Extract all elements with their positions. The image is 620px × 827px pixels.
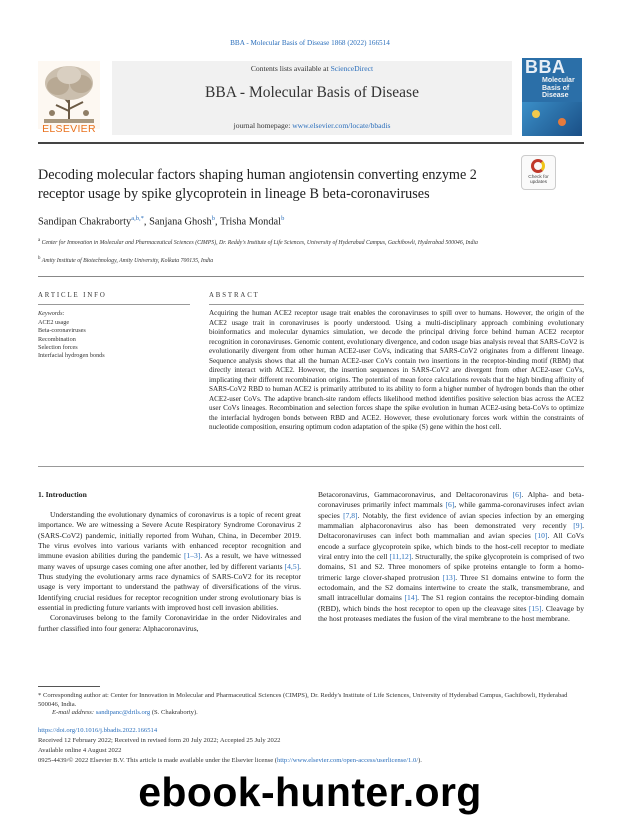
keyword: Interfacial hydrogen bonds xyxy=(38,352,105,360)
check-updates-label: Check for updates xyxy=(528,175,549,186)
citation-link[interactable]: [11,12] xyxy=(389,552,412,562)
body-text: . The S1 region contains the receptor-binding domain (RBD), which binds the host receptor to open up the cleavage sites xyxy=(318,593,584,613)
author-affiliation-mark[interactable]: a,b,* xyxy=(131,215,144,222)
masthead-rule xyxy=(38,142,584,144)
body-column-left xyxy=(38,510,301,634)
abstract-heading: ABSTRACT xyxy=(209,292,260,299)
author-affiliation-mark[interactable]: b xyxy=(281,215,285,222)
body-paragraph xyxy=(38,510,301,613)
body-column-right xyxy=(318,490,584,624)
keywords-list xyxy=(38,319,190,360)
check-updates-icon xyxy=(531,159,545,173)
doi-link[interactable]: https://doi.org/10.1016/j.bbadis.2022.166514 xyxy=(38,727,158,734)
abstract-body: Acquiring the human ACE2 receptor usage trait enables the coronaviruses to spill over to humans. However, the origin of the ACE2 usage trait in coronaviruses is poorly understood. Using a multi-disciplinary approach combining evolutionary bioinformatics and molecular dynamics simulation, we decode the principal driving force behind human ACE2 receptor recognition in coronaviruses. Genomic content, evolutionary divergence, and codon usage bias analysis reveal that SARS-CoV2 is evolutionarily divergent from other human ACE2-user CoVs, indicating that SARS-CoV2 originates from a different lineage. Sequence analysis shows that all the human ACE2-user CoVs contain two insertions in the receptor-binding motif (RBM) that directly interact with ACE2. However, the insertion sequences in SARS-CoV2 are divergent from other ACE2-user CoVs, implicating their different recombination origins. The potential of mean force calculations reveals that the high binding affinity of SARS-CoV2 RBD to human ACE2 is primarily attributed to its ability to form a higher number of hydrogen bonds than the other ACE2-user CoVs. The adaptive branch-site random effects likelihood method identifies positive selection bias across the ACE2 user CoVs lineages. Recombination and selection forces shape the spike evolution in human ACE2-using beta-CoVs to optimize the interfacial hydrogen bonds between RBD and ACE2. However, these evolutionary forces work within the constraints of nucleotide composition, ensuring optimum codon adaptation of the spike (S) gene within the host cell. xyxy=(209,309,584,432)
author-list xyxy=(38,215,584,227)
keyword: Recombination xyxy=(38,335,76,343)
affiliation-text: Center for Innovation in Molecular and Pharmaceutical Sciences (CIMPS), Dr. Reddy's Institute of Life Sciences, University of Hyderabad Campus, Gachibowli, Hyderabad 500046, India xyxy=(41,239,478,246)
author-affiliation-mark[interactable]: b xyxy=(211,215,215,222)
email-link[interactable]: sandipanc@drils.org xyxy=(95,709,151,716)
author-separator: , xyxy=(143,216,150,228)
received-dates: Received 12 February 2022; Received in revised form 20 July 2022; Accepted 25 July 2022 xyxy=(38,737,281,744)
affiliation-b xyxy=(38,255,584,265)
homepage-line xyxy=(112,121,512,130)
body-text: . Three S1 domains entwine to form the ectodomain, and the S2 domains intertwine to create the stalk, transmembrane, and small intracellular domains xyxy=(318,572,584,603)
body-text: . Notably, the first evidence of avian species infection by an emerging mammalian alphacoronavirus also has been demonstrated very recently xyxy=(318,510,584,531)
body-paragraph xyxy=(38,613,301,634)
affiliation-text: Amity Institute of Biotechnology, Amity University, Kolkata 700135, India xyxy=(41,257,214,264)
body-text: Understanding the evolutionary dynamics of coronavirus is a topic of recent great importance. We are witnessing a Severe Acute Respiratory Syndrome Coronavirus 2 (SARS-CoV2) pandemic, initially reported from Wuhan, China, in December 2019. The virus evolves into various variants with enhanced receptor recognition and immune evasion abilities during the pandemic xyxy=(38,510,301,561)
cover-artwork-dot xyxy=(558,118,566,126)
author-name: Trisha Mondal xyxy=(219,216,282,228)
affiliation-mark: a xyxy=(38,238,41,243)
affiliation-rule xyxy=(38,276,584,277)
publisher-wordmark: ELSEVIER xyxy=(42,123,96,135)
author-name: Sandipan Chakraborty xyxy=(38,216,132,228)
sciencedirect-link[interactable]: ScienceDirect xyxy=(330,64,374,73)
body-text: , while gamma-coronaviruses infect avian species xyxy=(318,500,584,520)
running-head[interactable]: BBA - Molecular Basis of Disease 1868 (2022) 166514 xyxy=(230,39,390,47)
abstract-bottom-rule xyxy=(38,466,584,467)
body-text: . Structurally, the spike glycoprotein is comprised of two domains, S1 and S2. Three monomers of spike proteins entangle to form a homo-trimeric large clover-shaped protrusion xyxy=(318,552,584,582)
citation-link[interactable]: [10] xyxy=(534,531,548,541)
license-prefix: 0925-4439/© 2022 Elsevier B.V. This article is made available under the Elsevier license ( xyxy=(38,757,277,764)
journal-cover-thumbnail[interactable] xyxy=(522,58,582,136)
author-name: Sanjana Ghosh xyxy=(149,216,212,228)
homepage-prefix: journal homepage: xyxy=(233,121,293,130)
check-for-updates-badge[interactable] xyxy=(521,155,556,190)
citation-link[interactable]: [4,5] xyxy=(284,561,300,571)
author-separator: , xyxy=(214,216,220,228)
body-text: . All CoVs encode a surface glycoprotein spike, which binds to the host-cell receptor to mediate viral entry into the cell xyxy=(318,531,584,562)
cover-subtitle: Molecular Basis of Disease xyxy=(542,77,575,99)
citation-link[interactable]: [14] xyxy=(404,593,418,603)
body-text: . Deltacoronaviruses can infect both mammalian and avian species xyxy=(318,521,584,541)
article-info-heading: ARTICLE INFO xyxy=(38,292,107,299)
journal-title: BBA - Molecular Basis of Disease xyxy=(205,84,419,101)
license-link[interactable]: http://www.elsevier.com/open-access/userlicense/1.0/ xyxy=(276,757,419,764)
section-heading-introduction: 1. Introduction xyxy=(38,490,87,499)
keyword: Selection forces xyxy=(38,343,78,351)
citation-link[interactable]: [9] xyxy=(573,521,583,531)
email-note xyxy=(52,709,198,716)
citation-link[interactable]: [13] xyxy=(442,572,456,582)
affiliation-mark: b xyxy=(38,256,41,261)
homepage-link[interactable]: www.elsevier.com/locate/bbadis xyxy=(292,121,391,130)
article-title: Decoding molecular factors shaping human angiotensin converting enzyme 2 receptor usage by spike glycoprotein in lineage B beta-coronaviruses xyxy=(38,167,477,202)
footnote-rule xyxy=(38,686,100,687)
keywords-label: Keywords: xyxy=(38,310,65,317)
body-paragraph xyxy=(318,490,584,624)
corresponding-author-note: * Corresponding author at: Center for Innovation in Molecular and Pharmaceutical Sciences (CIMPS), Dr. Reddy's Institute of Life Sciences, University of Hyderabad Campus, Gachibowli, Hyderabad 500046, India. xyxy=(38,692,568,708)
cover-artwork-dot xyxy=(532,110,540,118)
available-online-date: Available online 4 August 2022 xyxy=(38,747,122,754)
citation-link[interactable]: [6] xyxy=(445,500,455,510)
license-suffix: ). xyxy=(418,757,422,764)
keyword: Beta-coronaviruses xyxy=(38,327,86,335)
citation-link[interactable]: [6] xyxy=(512,490,522,499)
article-info-rule xyxy=(38,304,190,305)
citation-link[interactable]: [1–3] xyxy=(183,551,201,561)
cover-title: BBA xyxy=(525,58,566,77)
cover-artwork xyxy=(522,102,582,136)
affiliation-a xyxy=(38,237,584,247)
body-text: . As a result, we have witnessed many waves of upsurge cases coming one after another, led by different variants xyxy=(38,551,301,571)
citation-link[interactable]: [7,8] xyxy=(343,510,358,520)
abstract-rule xyxy=(209,304,584,305)
body-text: . Cleavage by the host proteases mediates the fusion of the viral membrane to the host membrane. xyxy=(318,603,584,624)
body-text: . Thus studying the evolutionary arms race dynamics of SARS-CoV2 for its receptor usage is very important to understand the pathway of diversifications of the virus. Identifying crucial residues for receptor recognition under strong evolutionary bias is essential in predicting future variants with improved host cell invasion abilities. xyxy=(38,561,301,613)
body-text: . Alpha- and beta-coronaviruses primarily infect mammals xyxy=(318,490,584,510)
license-line xyxy=(38,757,598,764)
contents-prefix: Contents lists available at xyxy=(250,64,331,73)
body-text: Coronaviruses belong to the family Coronaviridae in the order Nidovirales and further classified into four genera: Alphacoronavirus, xyxy=(38,613,301,633)
watermark-text: ebook-hunter.org xyxy=(138,769,482,815)
body-text: Betacoronavirus, Gammacoronavirus, and Deltacoronavirus xyxy=(318,490,513,499)
email-owner: (S. Chakraborty). xyxy=(150,709,198,716)
email-label: E-mail address: xyxy=(52,709,95,716)
contents-line xyxy=(112,64,512,73)
citation-link[interactable]: [15] xyxy=(528,603,542,613)
keyword: ACE2 usage xyxy=(38,319,70,326)
